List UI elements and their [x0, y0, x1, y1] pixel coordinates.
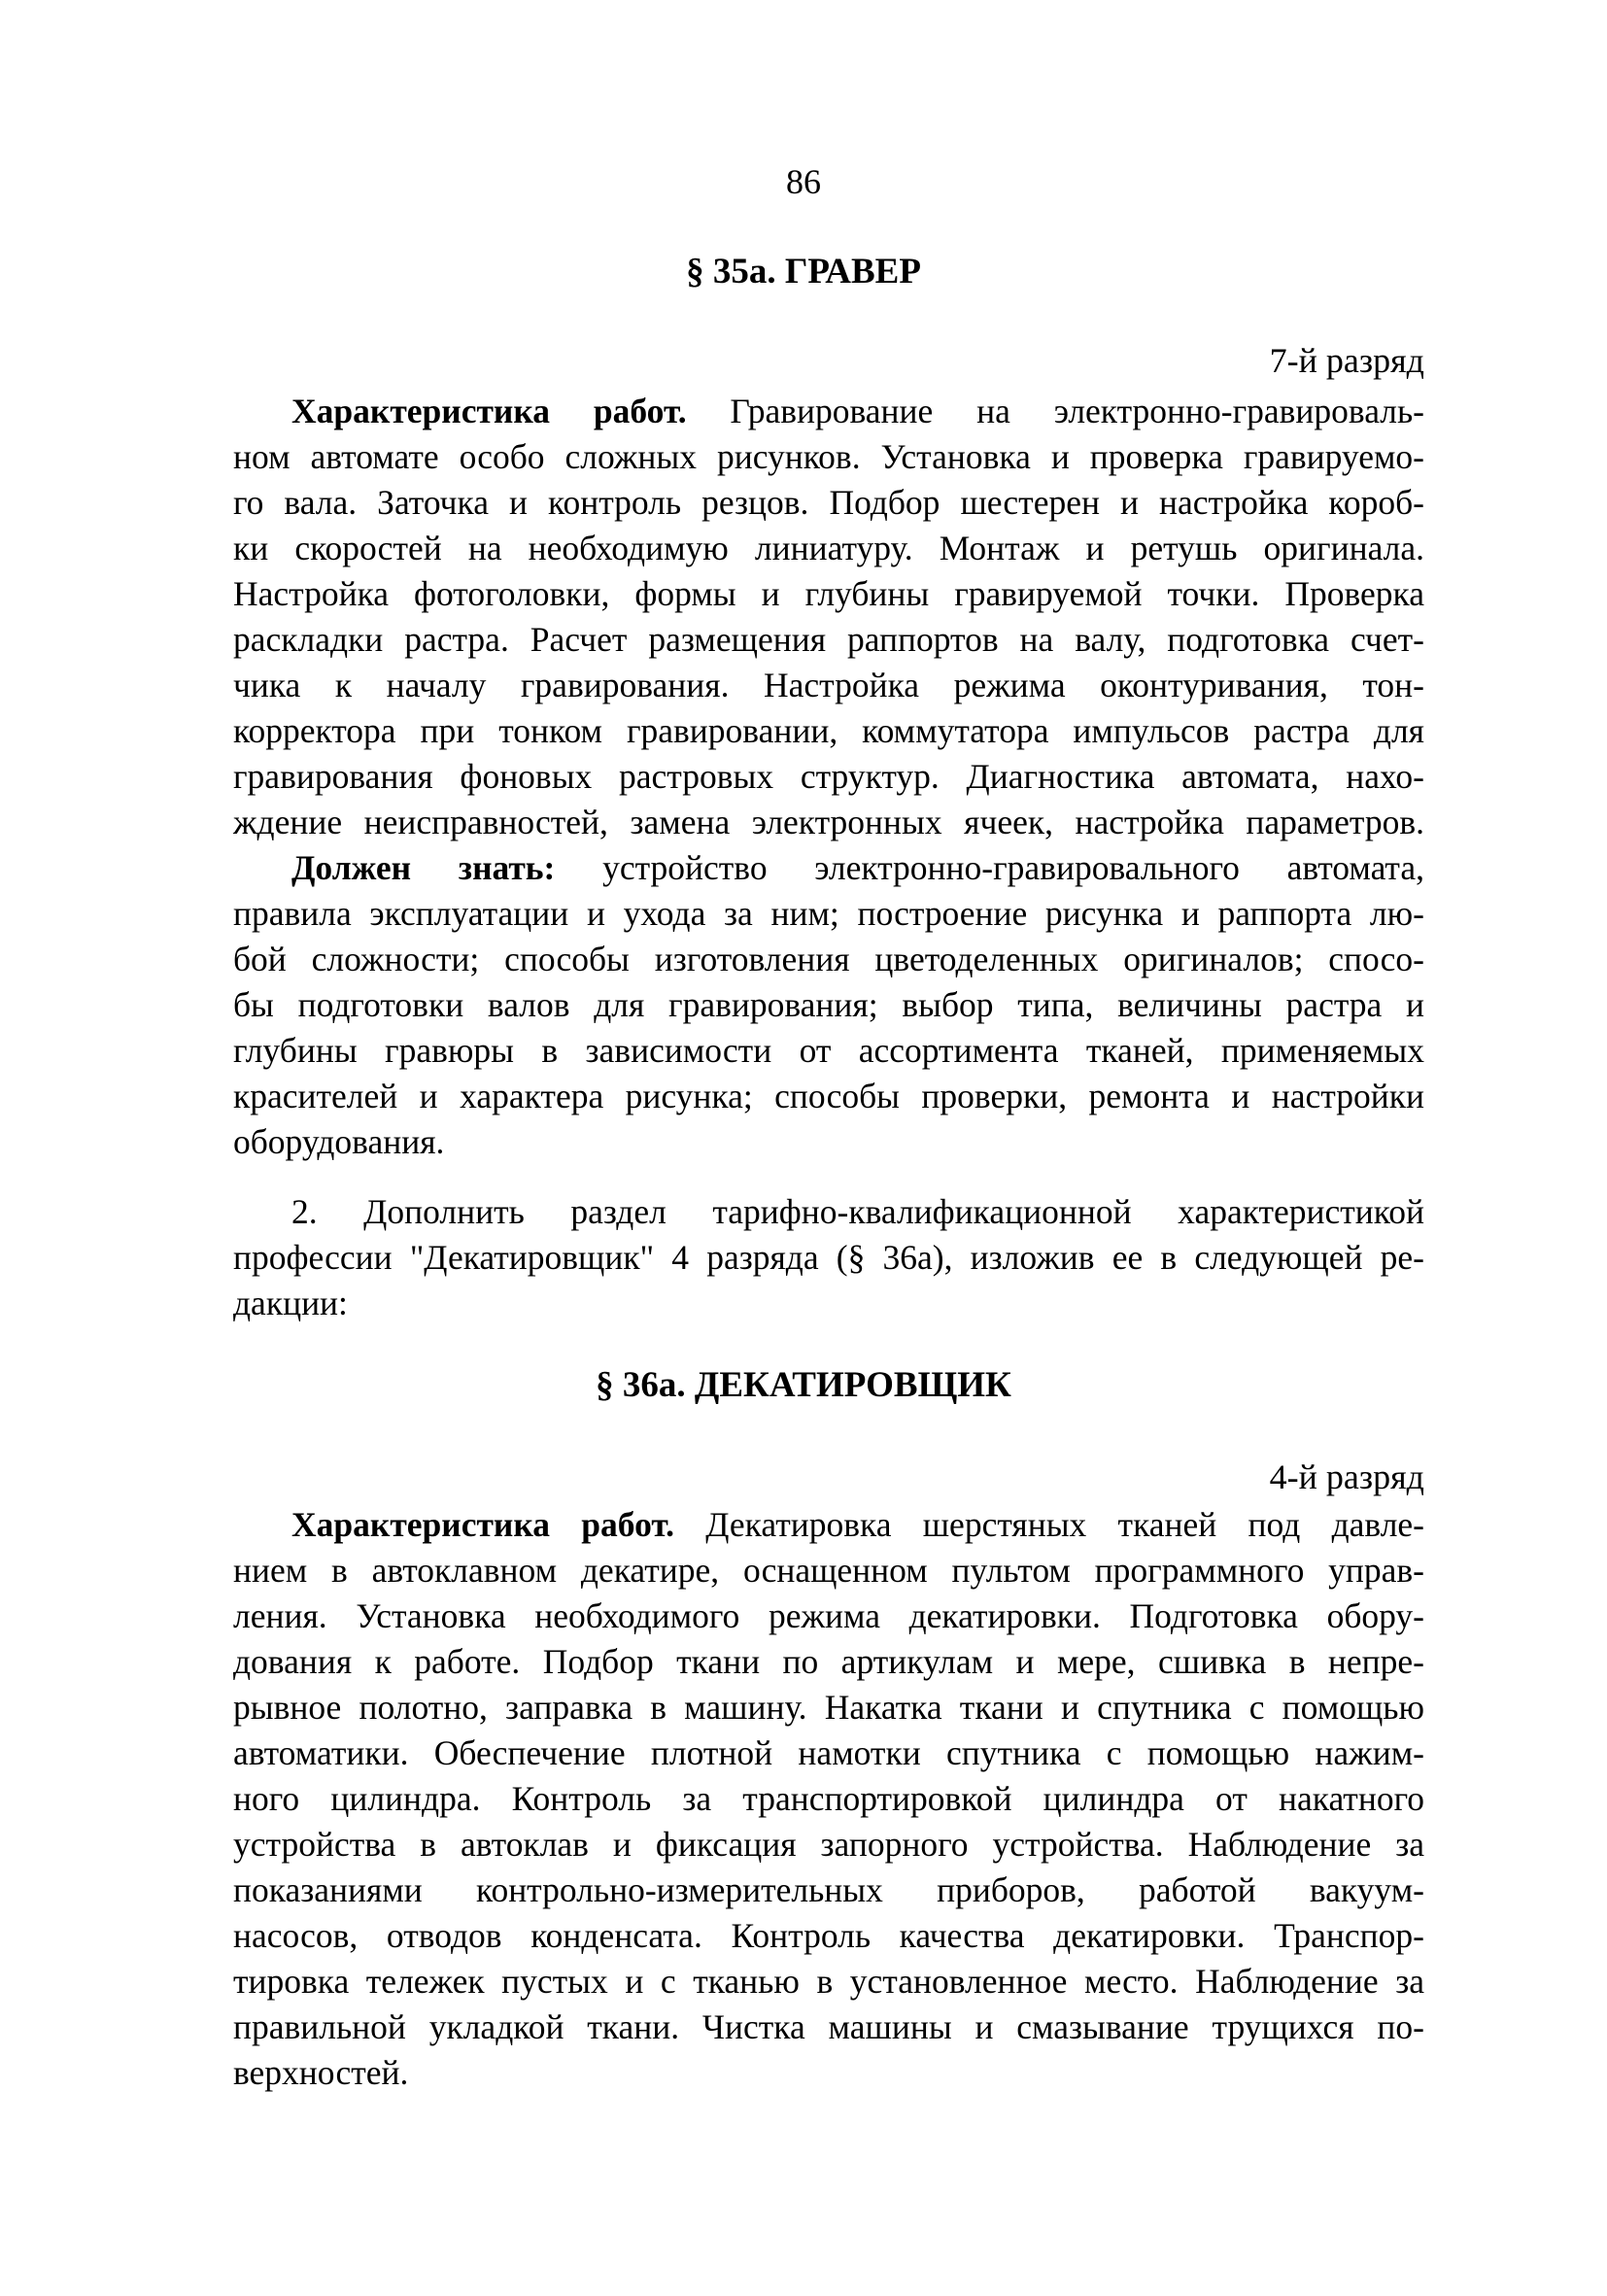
work-lead: Характеристика работ.: [291, 1505, 675, 1544]
paragraph-line: [233, 1502, 1424, 1548]
paragraph-line: чика к началу гравирования. Настройка режима оконтуривания, тон-: [233, 666, 1424, 704]
work-description-35a: [233, 389, 1424, 845]
paragraph-line: бой сложности; способы изготовления цветоделенных оригиналов; спосо-: [233, 940, 1424, 978]
paragraph-line: гравирования фоновых растровых структур. Диагностика автомата, нахо-: [233, 757, 1424, 796]
grade-label-7: 7-й разряд: [1269, 341, 1424, 380]
section-heading-35a: § 35а. ГРАВЕР: [686, 252, 921, 291]
paragraph-line: ления. Установка необходимого режима декатировки. Подготовка обору-: [233, 1596, 1424, 1635]
paragraph-line: дакции:: [233, 1284, 348, 1322]
line-text: Декатировка шерстяных тканей под давле-: [674, 1505, 1424, 1544]
paragraph-line: красителей и характера рисунка; способы проверки, ремонта и настройки: [233, 1077, 1424, 1115]
paragraph-line: корректора при тонком гравировании, коммутатора импульсов растра для: [233, 711, 1424, 750]
paragraph-line: профессии "Декатировщик" 4 разряда (§ 36а), изложив ее в следующей ре-: [233, 1238, 1424, 1277]
work-lead: Характеристика работ.: [291, 392, 687, 430]
amendment-paragraph: [233, 1189, 1424, 1326]
section-heading-36a: § 36а. ДЕКАТИРОВЩИК: [596, 1365, 1011, 1405]
paragraph-line: [233, 389, 1424, 434]
paragraph-line: показаниями контрольно-измерительных приборов, работой вакуум-: [233, 1870, 1424, 1909]
page-number: 86: [786, 162, 821, 201]
paragraph-line: глубины гравюры в зависимости от ассортимента тканей, применяемых: [233, 1031, 1424, 1070]
paragraph-line: ного цилиндра. Контроль за транспортировкой цилиндра от накатного: [233, 1779, 1424, 1818]
paragraph-line: автоматики. Обеспечение плотной намотки спутника с помощью нажим-: [233, 1733, 1424, 1772]
paragraph-line: верхностей.: [233, 2053, 409, 2092]
paragraph-line: раскладки растра. Расчет размещения раппортов на валу, подготовка счет-: [233, 620, 1424, 659]
paragraph-line: правильной укладкой ткани. Чистка машины и смазывание трущихся по-: [233, 2007, 1424, 2046]
line-text: устройство электронно-гравировального автомата,: [555, 848, 1424, 887]
paragraph-line: ждение неисправностей, замена электронных ячеек, настройка параметров.: [233, 803, 1424, 841]
must-know-35a: [233, 845, 1424, 1165]
paragraph-line: устройства в автоклав и фиксация запорного устройства. Наблюдение за: [233, 1825, 1424, 1864]
paragraph-line: [233, 845, 1424, 891]
paragraph-line: 2. Дополнить раздел тарифно-квалификационной характеристикой: [291, 1192, 1424, 1231]
paragraph-line: Настройка фотоголовки, формы и глубины гравируемой точки. Проверка: [233, 574, 1424, 613]
know-lead: Должен знать:: [291, 848, 556, 887]
paragraph-line: правила эксплуатации и ухода за ним; построение рисунка и раппорта лю-: [233, 894, 1424, 933]
grade-label-4: 4-й разряд: [1269, 1457, 1424, 1496]
line-text: Гравирование на электронно-гравироваль-: [686, 392, 1425, 430]
paragraph-line: ном автомате особо сложных рисунков. Установка и проверка гравируемо-: [233, 437, 1424, 476]
paragraph-line: го вала. Заточка и контроль резцов. Подбор шестерен и настройка короб-: [233, 483, 1424, 522]
work-description-36a: [233, 1502, 1424, 2096]
paragraph-line: тировка тележек пустых и с тканью в установленное место. Наблюдение за: [233, 1962, 1424, 2001]
paragraph-line: нием в автоклавном декатире, оснащенном пультом программного управ-: [233, 1551, 1424, 1590]
paragraph-line: бы подготовки валов для гравирования; выбор типа, величины растра и: [233, 985, 1424, 1024]
paragraph-line: ки скоростей на необходимую линиатуру. Монтаж и ретушь оригинала.: [233, 529, 1424, 567]
paragraph-line: дования к работе. Подбор ткани по артикулам и мере, сшивка в непре-: [233, 1642, 1424, 1681]
paragraph-line: рывное полотно, заправка в машину. Накатка ткани и спутника с помощью: [233, 1688, 1424, 1727]
paragraph-line: оборудования.: [233, 1122, 445, 1161]
paragraph-line: насосов, отводов конденсата. Контроль качества декатировки. Транспор-: [233, 1916, 1424, 1955]
